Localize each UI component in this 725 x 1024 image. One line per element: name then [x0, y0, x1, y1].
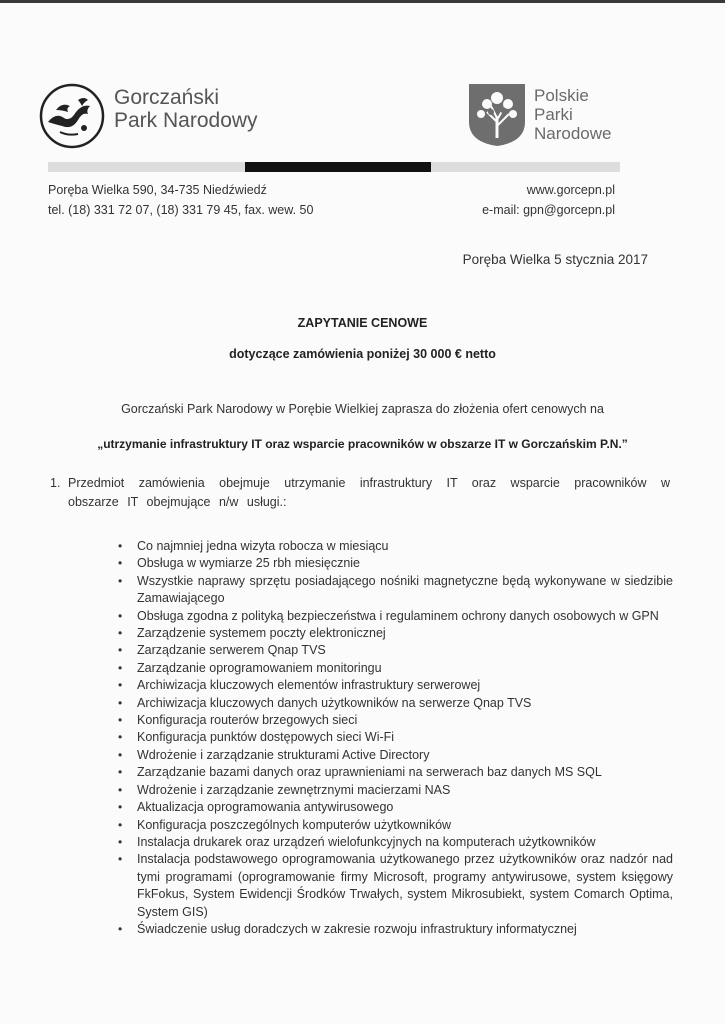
bullet-icon: • [118, 643, 123, 658]
bullet-icon: • [118, 817, 123, 832]
website-link[interactable]: www.gorcepn.pl [526, 183, 615, 197]
document-title: ZAPYTANIE CENOWE [297, 316, 428, 330]
list-item [118, 851, 673, 921]
ppn-name-line3: Narodowe [534, 124, 612, 143]
list-item [118, 817, 673, 834]
list-item [118, 921, 673, 938]
online-contact-block [482, 180, 615, 220]
list-item-text: Wdrożenie i zarządzanie strukturami Active Directory [137, 747, 430, 762]
gpn-logo-emblem [38, 82, 106, 150]
phone-numbers: tel. (18) 331 72 07, (18) 331 79 45, fax. wew. 50 [48, 203, 314, 217]
list-item-text: Zarządzenie systemem poczty elektronicznej [137, 626, 386, 641]
point-number: 1. [50, 476, 61, 490]
list-item-text: Konfiguracja poszczególnych komputerów użytkowników [137, 817, 452, 832]
list-item-text: Konfiguracja routerów brzegowych sieci [137, 713, 358, 728]
bullet-icon: • [118, 660, 123, 675]
bullet-icon: • [118, 626, 123, 641]
list-item-text: Obsługa w wymiarze 25 rbh miesięcznie [137, 556, 361, 571]
list-item-text: Zarządzanie oprogramowaniem monitoringu [137, 660, 382, 675]
bullet-icon: • [118, 695, 123, 710]
bullet-icon: • [118, 678, 123, 693]
list-item [118, 573, 673, 608]
list-item-text: Zarządzanie bazami danych oraz uprawnieniami na serwerach baz danych MS SQL [137, 765, 602, 780]
list-item-text: Wszystkie naprawy sprzętu posiadającego nośniki magnetyczne będą wykonywane w siedzibie Zamawiającego [137, 573, 673, 606]
intro-paragraph: Gorczański Park Narodowy w Porębie Wielkiej zaprasza do złożenia ofert cenowych na [121, 402, 604, 416]
organization-name-line1: Gorczański [114, 86, 220, 109]
bullet-icon: • [118, 556, 123, 571]
list-item-text: Archiwizacja kluczowych elementów infrastruktury serwerowej [137, 678, 481, 693]
organization-name-line2: Park Narodowy [114, 109, 258, 132]
list-item-text: Zarządzanie serwerem Qnap TVS [137, 643, 326, 658]
list-item [118, 660, 673, 677]
list-item-text: Aktualizacja oprogramowania antywirusowego [137, 800, 394, 815]
list-item-text: Wdrożenie i zarządzanie zewnętrznymi macierzami NAS [137, 782, 451, 797]
bullet-icon: • [118, 730, 123, 745]
email-link[interactable]: e-mail: gpn@gorcepn.pl [482, 203, 615, 217]
bullet-icon: • [118, 573, 123, 588]
list-item [118, 677, 673, 694]
bullet-icon: • [118, 782, 123, 797]
list-item [118, 712, 673, 729]
list-item-text: Obsługa zgodna z polityką bezpieczeństwa i regulaminem ochrony danych osobowych w GPN [137, 608, 659, 623]
list-item [118, 642, 673, 659]
postal-address: Poręba Wielka 590, 34-735 Niedźwiedź [48, 183, 267, 197]
services-list [118, 538, 673, 938]
list-item [118, 555, 673, 572]
document-date: Poręba Wielka 5 stycznia 2017 [462, 252, 648, 267]
list-item [118, 538, 673, 555]
point-text: Przedmiot zamówienia obejmuje utrzymanie infrastruktury IT oraz wsparcie pracowników w obszarze IT obejmujące n/w usługi.: [68, 476, 670, 509]
list-item-text: Konfiguracja punktów dostępowych sieci Wi-Fi [137, 730, 395, 745]
list-item-text: Świadczenie usług doradczych w zakresie rozwoju infrastruktury informatycznej [137, 921, 577, 936]
postal-address-block [48, 180, 313, 220]
list-item [118, 782, 673, 799]
list-item [118, 764, 673, 781]
bullet-icon: • [118, 713, 123, 728]
list-item [118, 834, 673, 851]
list-item-text: Co najmniej jedna wizyta robocza w miesiącu [137, 539, 389, 553]
ppn-name-line1: Polskie [534, 86, 589, 105]
document-subtitle: dotyczące zamówienia poniżej 30 000 € netto [229, 347, 496, 361]
ppn-logo-shield [467, 82, 527, 148]
bullet-icon: • [118, 852, 123, 867]
bullet-icon: • [118, 834, 123, 849]
bullet-icon: • [118, 921, 123, 936]
list-item [118, 747, 673, 764]
ppn-name [534, 86, 612, 143]
ppn-name-line2: Parki [534, 105, 573, 124]
numbered-point-1 [50, 474, 670, 512]
list-item [118, 799, 673, 816]
bullet-icon: • [118, 608, 123, 623]
header-rule-black [245, 162, 431, 172]
bullet-icon: • [118, 800, 123, 815]
list-item-text: Instalacja podstawowego oprogramowania użytkowanego przez użytkowników oraz nadzór nad tymi programami (oprogramowanie firmy Microsoft, programy antywirusowe, system księgowy FkFokus, System Ewidencji Środków Trwałych, system Mikrosubiekt, system Comarch Optima, System GIS) [137, 852, 673, 919]
list-item-text: Archiwizacja kluczowych danych użytkowników na serwerze Qnap TVS [137, 695, 532, 710]
bullet-icon: • [118, 539, 123, 553]
organization-name [114, 86, 258, 132]
bullet-icon: • [118, 747, 123, 762]
list-item [118, 608, 673, 625]
list-item [118, 625, 673, 642]
list-item-text: Instalacja drukarek oraz urządzeń wielofunkcyjnych na komputerach użytkowników [137, 834, 596, 849]
list-item [118, 729, 673, 746]
list-item [118, 695, 673, 712]
order-subject: „utrzymanie infrastruktury IT oraz wsparcie pracowników w obszarze IT w Gorczańskim P.N.” [97, 437, 628, 451]
page-top-edge [0, 0, 725, 3]
bullet-icon: • [118, 765, 123, 780]
